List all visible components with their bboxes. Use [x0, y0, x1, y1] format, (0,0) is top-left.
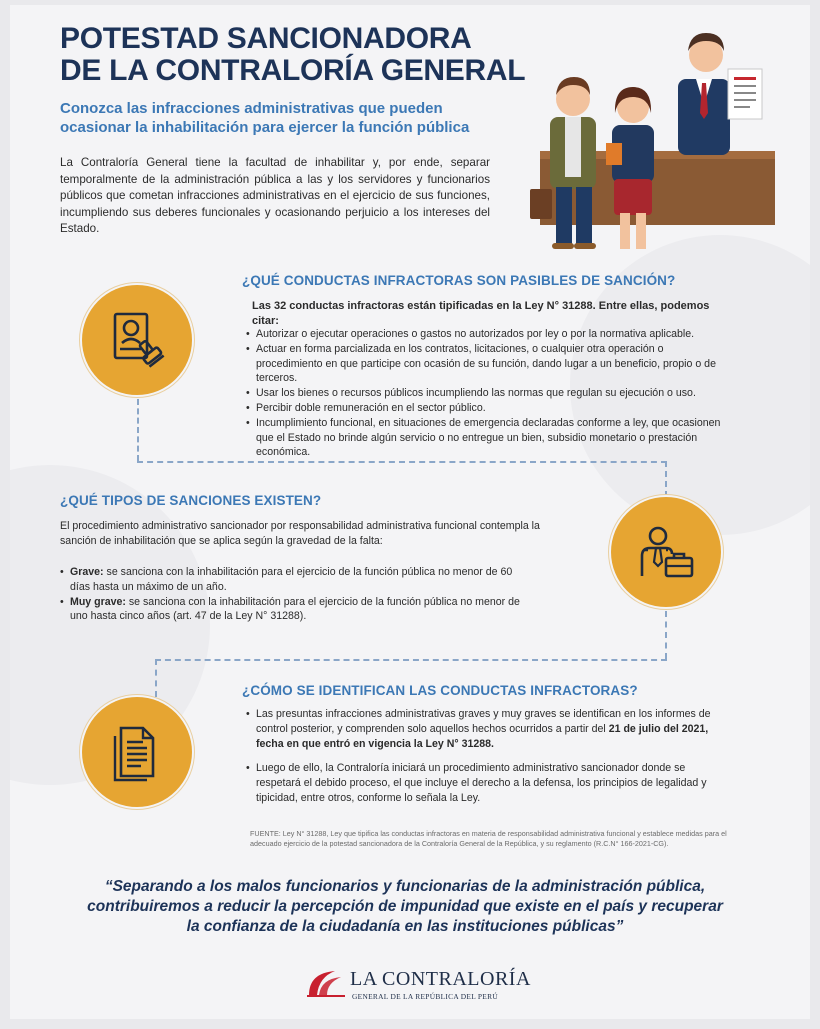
connector-line [137, 399, 139, 461]
list-item: • Luego de ello, la Contraloría iniciará un procedimiento administrativo sancionador donde se respetará el debido proceso, el que incluye el derecho a la defensa, los principios de legalidad y tipicidad, entre otros, conforme lo señala la Ley. [246, 761, 726, 805]
list-item [246, 707, 726, 751]
section2-icon-circle [611, 497, 721, 607]
contraloria-logo-icon [305, 967, 349, 1001]
businessman-briefcase-icon [636, 522, 696, 582]
logo-name: LA CONTRALORÍA [350, 968, 531, 990]
title-line-1: POTESTAD SANCIONADORA [60, 22, 472, 55]
page-title [60, 23, 525, 87]
list-item: • Autorizar o ejecutar operaciones o gastos no autorizados por ley o por la normativa aplicable. [246, 327, 726, 342]
section1-list [246, 327, 726, 460]
section2-intro: El procedimiento administrativo sancionador por responsabilidad administrativa funcional contempla la sanción de inhabilitación que se aplica según la gravedad de la falta: [60, 520, 540, 547]
section2-title: ¿QUÉ TIPOS DE SANCIONES EXISTEN? [60, 493, 322, 508]
list-item: • Actuar en forma parcializada en los contratos, licitaciones, o cualquier otra operación o procedimiento en que participe con ocasión de su función, dando lugar a un beneficio, propio o de terceros. [246, 342, 726, 386]
certificate-stamp-icon [107, 310, 167, 370]
section1-title: ¿QUÉ CONDUCTAS INFRACTORAS SON PASIBLES DE SANCIÓN? [242, 273, 676, 288]
item1-bold: 21 de julio del 2021, fecha en que entró en vigencia la Ley N° 31288. [256, 722, 709, 750]
title-line-2: DE LA CONTRALORÍA GENERAL [60, 54, 526, 87]
logo-subtitle: GENERAL DE LA REPÚBLICA DEL PERÚ [352, 992, 498, 1001]
section3-list [246, 707, 726, 806]
grave-text: se sanciona con la inhabilitación para el ejercicio de la función pública no menor de 60 días hasta un máximo de un año. [70, 566, 513, 593]
section2-list [60, 565, 530, 624]
officials-illustration [510, 17, 775, 252]
infographic-page [10, 5, 810, 1019]
connector-line [665, 461, 667, 497]
document-pages-icon [107, 722, 167, 782]
list-item [60, 595, 530, 625]
page-subtitle [60, 99, 469, 137]
list-item [60, 565, 530, 595]
connector-line [137, 461, 667, 463]
section1-lead: Las 32 conductas infractoras están tipificadas en la Ley N° 31288. Entre ellas, podemos citar: [252, 300, 710, 327]
intro-paragraph: La Contraloría General tiene la facultad de inhabilitar y, por ende, separar temporalmente de la administración pública a las y los servidores y funcionarios públicos que cometan infracciones administrativas en el ejercicio de sus funciones, incumpliendo sus deberes funcionales y ocasionando perjuicio a los intereses del Estado. [60, 156, 490, 235]
item1-text: Las presuntas infracciones administrativas graves y muy graves se identifican en los informes de control posterior, y comprenden solo aquellos hechos ocurridos a partir del [256, 708, 711, 735]
section3-icon-circle [82, 697, 192, 807]
muy-grave-text: se sanciona con la inhabilitación para el ejercicio de la función pública no menor de uno hasta cinco años (art. 47 de la Ley N° 31288). [70, 595, 520, 623]
list-item: • Percibir doble remuneración en el sector público. [246, 401, 726, 416]
list-item: • Usar los bienes o recursos públicos incumpliendo las normas que regulan su ejecución o uso. [246, 386, 726, 401]
grave-label: Grave: [70, 566, 104, 578]
section1-icon-circle [82, 285, 192, 395]
subtitle-line-1: Conozca las infracciones administrativas que pueden [60, 100, 443, 117]
connector-line [155, 659, 667, 661]
connector-line [155, 659, 157, 697]
list-item: • Incumplimiento funcional, en situaciones de emergencia declaradas conforme a ley, que ocasionen que el Estado no brinde algún servicio o no entregue un bien, subsidio monetario o prestación económica. [246, 416, 726, 460]
subtitle-line-2: ocasionar la inhabilitación para ejercer la función pública [60, 119, 470, 136]
section3-title: ¿CÓMO SE IDENTIFICAN LAS CONDUCTAS INFRACTORAS? [242, 683, 638, 698]
closing-quote: “Separando a los malos funcionarios y funcionarias de la administración pública, contribuiremos a reducir la percepción de impunidad que existe en el país y recuperar la confianza de la ciudadanía en las instituciones públicas” [87, 878, 723, 935]
source-note: FUENTE: Ley N° 31288, Ley que tipifica las conductas infractoras en materia de responsabilidad administrativa funcional y establece medidas para el adecuado ejercicio de la potestad sancionadora de la Contraloría General de la República, y su reglamento (R.C.N° 166-2021-CG). [250, 829, 727, 848]
muy-grave-label: Muy grave: [70, 595, 126, 608]
contraloria-logo [305, 965, 535, 1005]
connector-line [665, 611, 667, 659]
